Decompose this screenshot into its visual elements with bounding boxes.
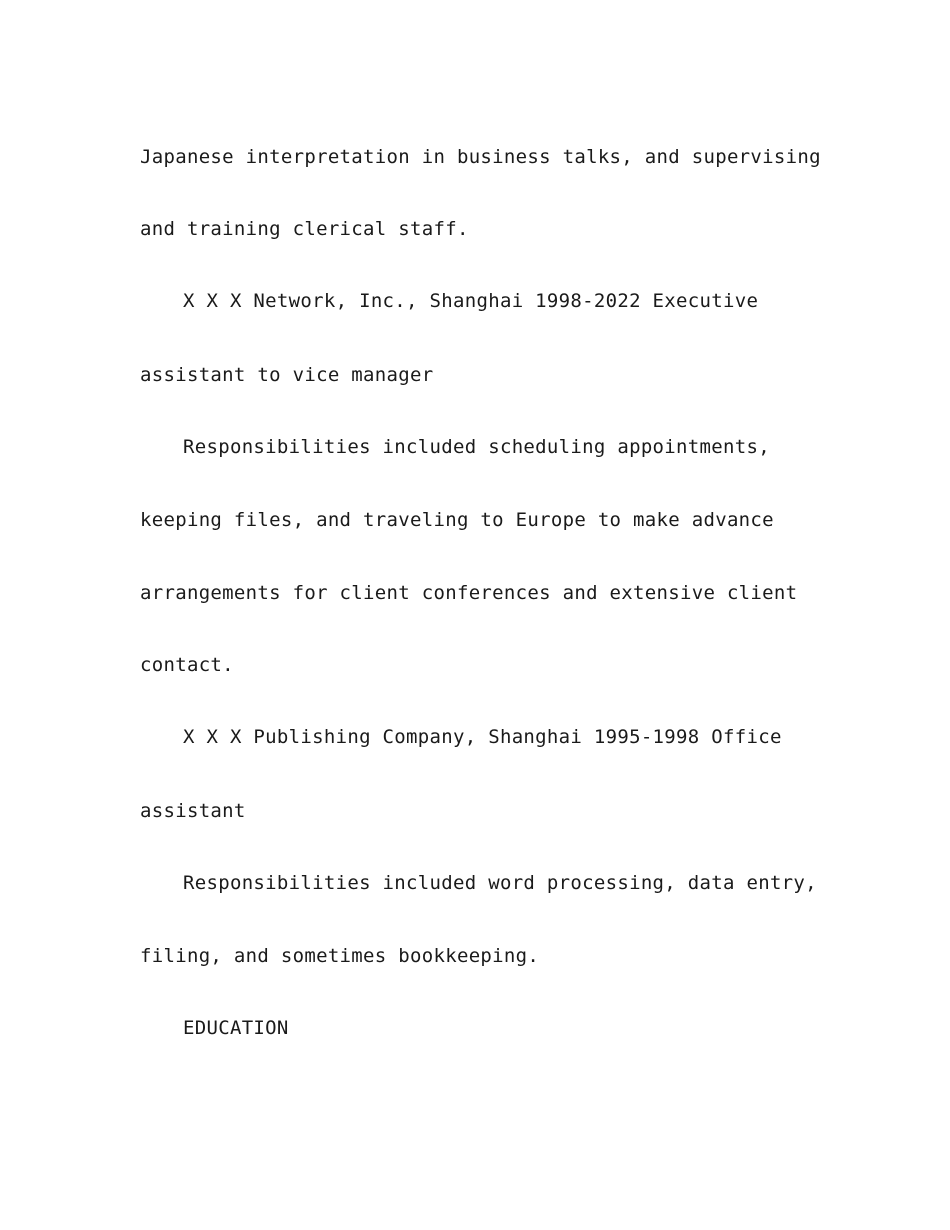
employment-entry-network: X X X Network, Inc., Shanghai 1998-2022 Executive	[183, 290, 759, 312]
text-line: Japanese interpretation in business talks, and supervising	[140, 146, 821, 168]
text-line: arrangements for client conferences and extensive client	[140, 582, 798, 604]
responsibilities-paragraph: Responsibilities included scheduling appointments,	[183, 436, 770, 458]
text-line: assistant to vice manager	[140, 364, 434, 386]
responsibilities-paragraph: Responsibilities included word processing, data entry,	[183, 872, 817, 894]
text-line: contact.	[140, 654, 234, 676]
text-line: assistant	[140, 800, 246, 822]
text-line: filing, and sometimes bookkeeping.	[140, 945, 540, 967]
section-heading-education: EDUCATION	[183, 1017, 289, 1039]
text-line: and training clerical staff.	[140, 218, 469, 240]
text-line: keeping files, and traveling to Europe to make advance	[140, 509, 774, 531]
employment-entry-publishing: X X X Publishing Company, Shanghai 1995-1998 Office	[183, 726, 782, 748]
